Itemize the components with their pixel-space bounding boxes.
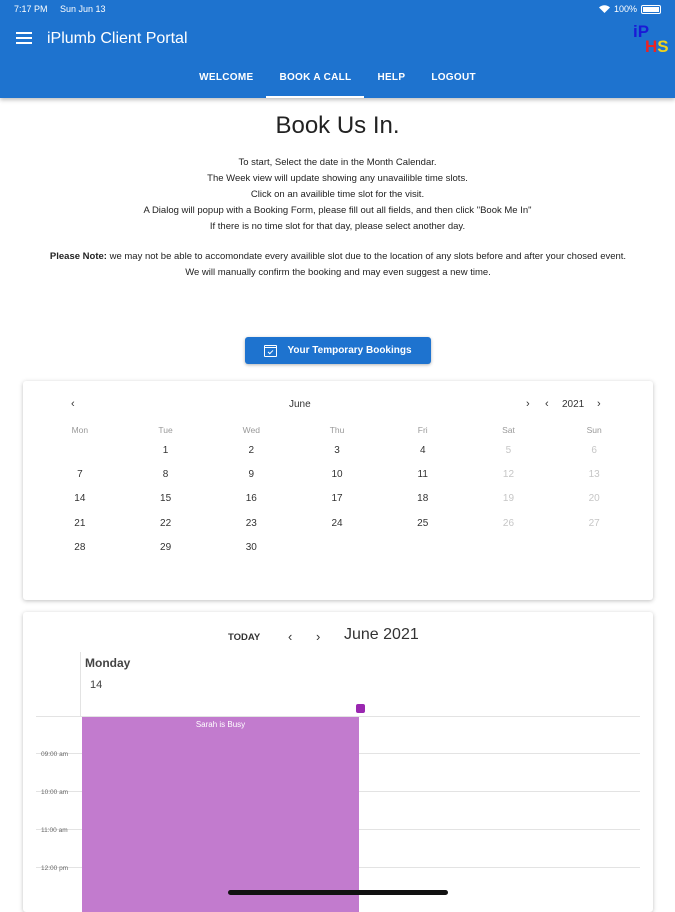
logo-line-2: H — [645, 37, 658, 56]
app-logo — [633, 22, 669, 58]
instruction-line: The Week view will update showing any unavailible time slots. — [207, 173, 468, 184]
calendar-month[interactable]: June — [289, 399, 311, 410]
status-bar — [0, 0, 675, 18]
calendar-empty-cell — [551, 536, 637, 560]
app-bar — [0, 0, 675, 98]
calendar-day[interactable]: 22 — [160, 517, 172, 529]
calendar-week-row — [37, 487, 637, 511]
wifi-icon — [599, 5, 610, 13]
hour-label: 09:00 am — [41, 751, 69, 758]
weekday-label: Fri — [417, 425, 428, 435]
calendar-day[interactable]: 8 — [162, 469, 169, 481]
weekday-label: Thu — [329, 425, 345, 435]
calendar-day[interactable]: 16 — [245, 493, 257, 505]
calendar-week-row — [37, 512, 637, 536]
status-time: 7:17 PM — [14, 4, 48, 14]
calendar-day[interactable]: 4 — [419, 445, 426, 456]
status-right — [599, 4, 661, 14]
calendar-day[interactable]: 2 — [248, 445, 255, 456]
calendar-day[interactable]: 14 — [74, 493, 86, 505]
calendar-day[interactable]: 10 — [331, 469, 343, 481]
calendar-weeks — [37, 439, 637, 560]
instruction-line: If there is no time slot for that day, please select another day. — [209, 221, 466, 232]
weekday-label: Sat — [502, 425, 515, 435]
calendar-day[interactable]: 12 — [502, 469, 515, 481]
note-label: Please Note: — [49, 251, 107, 262]
week-view — [23, 612, 653, 912]
day-number[interactable]: 14 — [90, 679, 103, 691]
next-month-button[interactable]: › — [526, 398, 530, 410]
current-time-marker — [356, 704, 365, 713]
tab-logout[interactable]: LOGOUT — [431, 72, 476, 83]
logo-line-1: iP — [633, 22, 650, 41]
next-year-button[interactable]: › — [597, 398, 601, 410]
calendar-day[interactable]: 27 — [588, 517, 600, 529]
hour-label: 11:00 am — [41, 827, 68, 834]
calendar-day[interactable]: 23 — [245, 517, 257, 529]
prev-year-button[interactable]: ‹ — [545, 398, 549, 410]
event-label: Sarah is Busy — [195, 720, 246, 729]
instruction-line: To start, Select the date in the Month Calendar. — [238, 157, 437, 168]
calendar-week-row — [37, 439, 637, 463]
next-week-button[interactable]: › — [316, 629, 321, 644]
calendar-day[interactable]: 7 — [77, 469, 83, 481]
calendar-week-row — [37, 536, 637, 560]
temporary-bookings-button[interactable] — [245, 337, 431, 364]
status-date: Sun Jun 13 — [60, 4, 106, 14]
battery-icon — [641, 5, 661, 14]
calendar-day[interactable]: 17 — [331, 493, 343, 505]
prev-month-button[interactable]: ‹ — [71, 398, 75, 410]
calendar-day[interactable]: 21 — [74, 517, 86, 529]
calendar-grid — [37, 421, 637, 560]
calendar-day[interactable]: 19 — [502, 493, 515, 505]
calendar-empty-cell — [466, 536, 552, 560]
calendar-day[interactable]: 11 — [417, 469, 428, 481]
calendar-day[interactable]: 26 — [502, 517, 515, 529]
calendar-day[interactable]: 1 — [162, 445, 169, 456]
calendar-day[interactable]: 5 — [505, 445, 512, 456]
calendar-day[interactable]: 18 — [417, 493, 429, 505]
tab-welcome[interactable]: WELCOME — [199, 72, 254, 83]
temporary-bookings-label: Your Temporary Bookings — [287, 345, 412, 356]
calendar-check-icon — [264, 345, 277, 357]
calendar-day[interactable]: 24 — [331, 517, 343, 529]
calendar-day[interactable]: 28 — [74, 541, 86, 553]
weekday-label: Mon — [71, 425, 89, 435]
calendar-week-row — [37, 463, 637, 487]
day-name: Monday — [85, 656, 131, 670]
calendar-day[interactable]: 20 — [588, 493, 600, 505]
instruction-line: A Dialog will popup with a Booking Form, please fill out all fields, and then click "Book Me In" — [143, 205, 532, 216]
tab-help[interactable]: HELP — [377, 72, 406, 83]
calendar-day[interactable]: 13 — [588, 469, 600, 481]
home-indicator — [228, 890, 448, 895]
busy-event[interactable] — [82, 717, 359, 912]
hamburger-menu-icon[interactable] — [16, 32, 32, 46]
calendar-day[interactable]: 6 — [591, 445, 597, 456]
calendar-empty-cell — [37, 439, 123, 463]
prev-week-button[interactable]: ‹ — [288, 629, 293, 644]
week-view-title: June 2021 — [344, 626, 419, 643]
weekday-label: Tue — [158, 425, 173, 435]
calendar-day[interactable]: 25 — [417, 517, 429, 529]
month-calendar — [23, 381, 653, 600]
nav-tabs — [0, 62, 675, 98]
note-line-2: We will manually confirm the booking and may even suggest a new time. — [185, 267, 491, 278]
calendar-day[interactable]: 30 — [245, 541, 257, 553]
hour-label: 10:00 am — [41, 789, 69, 796]
note — [28, 249, 648, 281]
weekday-header — [37, 421, 637, 439]
logo-line-3: S — [657, 37, 669, 56]
page-title: Book Us In. — [275, 112, 400, 139]
calendar-day[interactable]: 3 — [334, 445, 340, 456]
app-title: iPlumb Client Portal — [47, 30, 188, 47]
hour-label: 12:00 pm — [41, 865, 69, 872]
day-divider — [80, 652, 81, 716]
tab-book-a-call[interactable]: BOOK A CALL — [266, 62, 364, 98]
weekday-label: Sun — [586, 425, 602, 435]
calendar-year[interactable]: 2021 — [562, 399, 585, 410]
note-text: we may not be able to accomondate every availible slot due to the location of any slots before and after your chosed event. — [109, 251, 627, 262]
calendar-empty-cell — [380, 536, 466, 560]
calendar-day[interactable]: 29 — [160, 541, 172, 553]
calendar-empty-cell — [294, 536, 380, 560]
battery-percent: 100% — [613, 4, 637, 14]
weekday-label: Wed — [242, 425, 260, 435]
today-button[interactable]: TODAY — [228, 632, 261, 643]
instructions — [0, 155, 675, 235]
calendar-day[interactable]: 15 — [160, 493, 172, 505]
calendar-day[interactable]: 9 — [248, 469, 255, 481]
instruction-line: Click on an availible time slot for the visit. — [250, 189, 425, 200]
